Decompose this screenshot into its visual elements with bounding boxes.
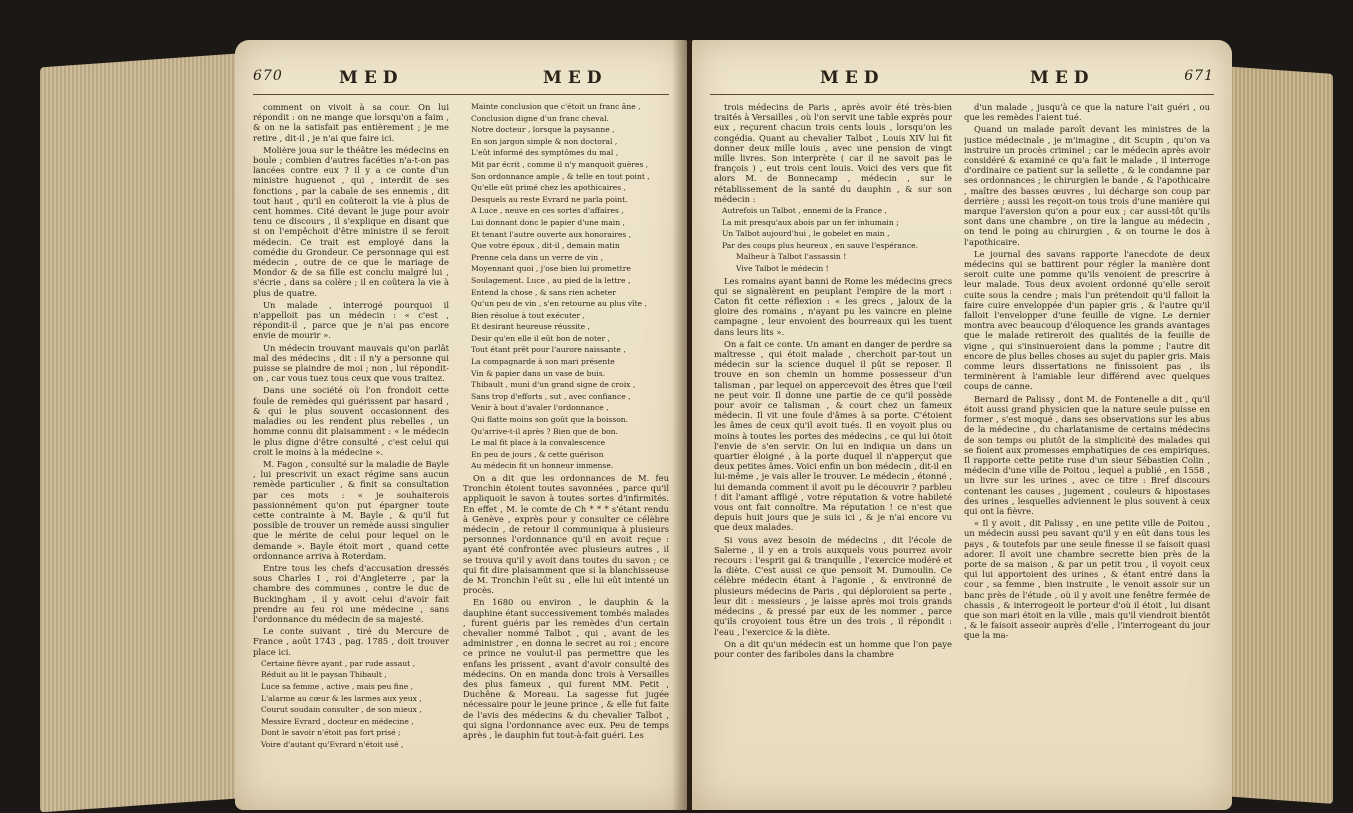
paragraph: En 1680 ou environ , le dauphin & la dauphine étant successivement tombés malades , furent guéris par les remèdes d'un certain chevalier nommé Talbot , qui , avant de les administrer , en donna le secret au roi ; encore ce prince ne voulut-il pas permettre que les enfans les prissent , avant d'avoir consulté des médecins. On en manda donc trois à Versailles des plus fameux , qui furent MM. Petit , Duchêne & Moreau. La sagesse fut jugée nécessaire pour le jeune prince , & elle fut faite de l'avis des médecins & du chevalier Talbot , qui signa l'ordonnance avec eux. Peu de temps après , le dauphin fut tout-à-fait guéri. Les	[463, 597, 669, 741]
verse-line: Réduit au lit le paysan Thibault ,	[261, 670, 387, 680]
paragraph: Entre tous les chefs d'accusation dressés sous Charles I , roi d'Angleterre , par la chambre des communes , contre le duc de Buckingham , il y avoit celui d'avoir fait prendre au feu roi une médecine , sans l'ordonnance du médecin de sa majesté.	[253, 562, 449, 624]
verse-line: Desquels au reste Evrard ne parla point.	[471, 194, 628, 204]
verse-line: Qui flatte moins son goût que la boisson.	[471, 415, 629, 425]
verse-line: Autrefois un Talbot , ennemi de la France ,	[722, 206, 887, 216]
verse-line: Prenne cela dans un verre de vin ,	[471, 252, 603, 262]
left-column-1	[253, 102, 449, 800]
verse-line: L'alarme au cœur & les larmes aux yeux ,	[261, 693, 422, 703]
left-header-rule	[253, 94, 669, 95]
right-column-1	[714, 102, 952, 800]
paragraph: Les romains ayant banni de Rome les médecins grecs qui se signalèrent en peuplant l'empire de la mort : Caton fit cette réflexion : « les grecs , jaloux de la gloire des romains , n'ayant pu les vaincre en pleine campagne , leur envoient des bourreaux qui les tuent dans leurs lits ».	[714, 275, 952, 337]
right-column-2	[964, 102, 1210, 800]
right-col1-title: MED	[820, 68, 885, 88]
verse-line: En son jargon simple & non doctoral ,	[471, 136, 618, 146]
paragraph: Quand un malade paroît devant les ministres de la justice médecinale , je m'imagine , dit Scupin , qu'on va instruire un procès criminel ; car le médecin après avoir considéré & examiné ce qu'a fait le malade , il interroge d'ordinaire ce patient sur la sellette , & le condamne par ses ordonnances ; le chirurgien le bande , & l'apothicaire , maître des basses œuvres , lui décharge son coup par derrière ; aussi les reçoit-on tous trois d'une manière qui marque l'aversion qu'on a pour eux ; car aussi-tôt qu'ils sont dans une chambre , on tire la langue au médecin , on tend le poing au chirurgien , & on tourne le dos à l'apothicaire.	[964, 124, 1210, 247]
verse-line: La compagnarde à son mari présente	[471, 357, 615, 367]
right-page	[692, 40, 1232, 810]
verse-line: Certaine fièvre ayant , par rude assaut ,	[261, 658, 415, 668]
verse-line: Vin & papier dans un vase de buis.	[471, 368, 606, 378]
left-col2-title: MED	[543, 68, 608, 88]
verse-line: A Luce , neuve en ces sortes d'affaires ,	[471, 206, 624, 216]
paragraph: Le conte suivant , tiré du Mercure de France , août 1743 , pag. 1785 , doit trouver place ici.	[253, 626, 449, 657]
verse-line: Son ordonnance ample , & telle en tout point ,	[471, 171, 650, 181]
paragraph: Un médecin trouvant mauvais qu'on parlât mal des médecins , dit : il n'y a personne qui puisse se plaindre de moi ; non , lui répondit-on , car vous tuez tous ceux que vous traitez.	[253, 342, 449, 384]
verse-line: Notre docteur , lorsque la paysanne ,	[471, 125, 615, 135]
verse-line: Qu'un peu de vin , s'en retourne au plus vîte ,	[471, 299, 647, 309]
verse-line: Le mal fit place à la convalescence	[471, 438, 606, 448]
left-column-2	[463, 102, 669, 800]
paragraph: Dans une société où l'on frondoit cette foule de remèdes qui guérissent par hasard , & qui le plus souvent occasionnent des maladies ou les rendent plus rebelles , un homme connu dit plaisamment : « le médecin le plus digne d'être consulté , c'est celui qui croit le moins à la médecine ».	[253, 385, 449, 457]
verse-line: Malheur à Talbot l'assassin !	[736, 252, 847, 262]
verse-line: Venir à bout d'avaler l'ordonnance ,	[471, 403, 609, 413]
verse-line: Sans trop d'efforts , sut , avec confiance ,	[471, 391, 631, 401]
verse-line: L'eût informé des symptômes du mal ,	[471, 148, 619, 158]
verse-line: Conclusion digne d'un franc cheval.	[471, 113, 609, 123]
verse-line: Desir qu'en elle il eût bon de noter ,	[471, 333, 610, 343]
verse-line: La mit presqu'aux abois par un fer inhumain ;	[722, 217, 899, 227]
verse-line: Un Talbot aujourd'hui , le gobelet en main ,	[722, 229, 890, 239]
left-col1-title: MED	[339, 68, 404, 88]
paragraph: On a dit que les ordonnances de M. feu Tronchin étoient toutes savonnées , parce qu'il appliquoit le savon à toutes sortes d'infirmités. En effet , M. le comte de Ch * * * s'étant rendu à Genève , exprès pour y consulter ce célèbre médecin , de retour il communiqua à plusieurs personnes l'ordonnance qu'il en avoit reçue : ayant été confrontée avec plusieurs autres , il se trouva qu'il y avoit dans toutes du savon ; ce qui fit dire plaisamment que si la blanchisseuse de M. Tronchin l'eût su , elle lui eût intenté un procès.	[463, 473, 669, 596]
verse-line: Voire d'autant qu'Evrard n'étoit usé ,	[261, 739, 404, 749]
right-page-stack	[1223, 66, 1333, 804]
verse-line: Moyennant quoi , j'ose bien lui promettre	[471, 264, 631, 274]
verse-line: Par des coups plus heureux , en sauve l'espérance.	[722, 240, 918, 250]
verse-line: Bien résolue à tout exécuter ,	[471, 310, 585, 320]
right-col2-title: MED	[1030, 68, 1095, 88]
paragraph: d'un malade , jusqu'à ce que la nature l'ait guéri , ou que les remèdes l'aient tué.	[964, 102, 1210, 123]
left-page-stack	[40, 53, 250, 813]
verse-line: Dont le savoir n'étoit pas fort prisé ;	[261, 728, 401, 738]
paragraph: Le journal des savans rapporte l'anecdote de deux médecins qui se battirent pour régler la manière dont seroit cuite une pomme qu'ils venoient de prescrire à leur malade. Tous deux avoient ordonné qu'elle seroit cuite sous la cendre ; mais l'un prétendoit qu'il falloit la faire cuire enveloppée d'un papier gris , & l'autre qu'il falloit l'envelopper d'une feuille de vigne. Le dernier montra avec beaucoup d'éloquence les grands avantages que le malade retireroit des qualités de la feuille de vigne , qui s'insinueroient dans la pomme ; l'autre dit encore de plus belles choses au sujet du papier gris. Mais comme leurs dissertations ne finissoient pas , ils terminèrent à l'amiable leur différend avec quelques coups de canne.	[964, 248, 1210, 392]
verse-line: En peu de jours , & cette guérison	[471, 449, 604, 459]
paragraph: Molière joua sur le théâtre les médecins en boule ; combien d'autres facéties n'a-t-on pas lancées contre eux ? il y a ce conte d'un ministre huguenot , qui , interdit de ses fonctions , par la cabale de ses ennemis , dit tout haut , qu'il en coûteroit la vie à plus de cent hommes. Cité devant le juge pour avoir tenu ce discours , il s'explique en disant que si on l'empêchoit d'être ministre il se feroit médecin. Ce trait est employé dans la comédie du Grondeur. Ce personnage qui est médecin , outre de ce que le mariage de Mondor & de sa fille est conclu malgré lui , s'écrie , dans sa colère ; il en coûtera la vie à plus de quatre.	[253, 144, 449, 298]
right-header-rule	[710, 94, 1214, 95]
verse-line: Entend la chose , & sans rien acheter	[471, 287, 616, 297]
verse-line: Lui donnant donc le papier d'une main ,	[471, 217, 625, 227]
verse-line: Thibault , muni d'un grand signe de croix ,	[471, 380, 636, 390]
verse-line: Et desirant heureuse réussite ,	[471, 322, 590, 332]
verse-line: Courut soudain consulter , de son mieux ,	[261, 705, 422, 715]
verse-line: Soulagement. Luce , au pied de la lettre ,	[471, 275, 631, 285]
paragraph: « Il y avoit , dit Palissy , en une petite ville de Poitou , un médecin aussi peu savant qu'il y en eût dans tous les pays , & toutefois par une seule finesse il se faisoit quasi adorer. Il avoit une chambre secrette bien près de la porte de sa maison , & par un petit trou , il voyoit ceux qui lui apportoient des urines , & étant entré dans la cour , sa femme , bien instruite , le venoit assoir sur un banc près de l'étude , où il y avoit une fenêtre fermée de chassis , & interrogeoit le porteur d'où il étoit , lui disant que son mari étoit en la ville , mais qu'il viendroit bientôt , & le faisoit asseoir auprès d'elle , l'interrogeant du jour que la ma-	[964, 518, 1210, 641]
verse-line: Qu'elle eût primé chez les apothicaires ,	[471, 183, 627, 193]
paragraph: trois médecins de Paris , après avoir été très-bien traités à Versailles , où l'on servit une table exprès pour eux , reçurent chacun trois cents louis , lorsqu'on les congédia. Quant au chevalier Talbot , Louis XIV lui fit donner deux mille louis , avec une pension de vingt mille livres. Son interprète ( car il ne savoit pas le françois ) , eut trois cent louis. Voici des vers que fit alors M. de Bonnecamp , médecin , sur le rétablissement de la santé du dauphin , & sur son médecin :	[714, 102, 952, 204]
paragraph: On a dit qu'un médecin est un homme que l'on paye pour conter des fariboles dans la chambre	[714, 638, 952, 659]
paragraph: M. Fagon , consulté sur la maladie de Bayle , lui prescrivit un exact régime sans aucun remède particulier , & finit sa consultation par ces mots : « je souhaiterois passionnément qu'on put épargner toute cette contrainte à M. Bayle , & qu'il fut possible de trouver un remède aussi singulier que le mérite de celui pour lequel on le demande ». Bayle étoit mort , quand cette ordonnance arriva à Roterdam.	[253, 458, 449, 561]
verse-line: Qu'arrive-t-il après ? Bien que de bon.	[471, 426, 618, 436]
verse-line: Vive Talbot le médecin !	[736, 264, 829, 273]
left-running-header	[253, 68, 669, 94]
verse-line: Luce sa femme , active , mais peu fine ,	[261, 681, 414, 691]
left-page-number: 670	[253, 68, 283, 84]
paragraph: Un malade , interrogé pourquoi il n'appelloit pas un médecin : « c'est , répondit-il , parce que je n'ai pas encore envie de mourir ».	[253, 299, 449, 341]
right-page-number: 671	[1184, 68, 1214, 84]
verse-line: Que votre époux , dit-il , demain matin	[471, 241, 620, 251]
paragraph: comment on vivoit à sa cour. On lui répondit : on ne mange que lorsqu'on a faim , & on ne la satisfait pas entièrement ; je me retire , dit-il , je n'ai que faire ici.	[253, 102, 449, 143]
paragraph: Bernard de Palissy , dont M. de Fontenelle a dit , qu'il étoit aussi grand physicien que la nature seule puisse en former , s'est moqué , dans ses observations sur les abus de la médecine , du charlatanisme de certains médecins de son temps ou plutôt de la simplicité des malades qui se fioient aux promesses emphatiques de ces empiriques. Il rapporte cette petite ruse d'un sieur Sébastien Colin , médecin d'une ville de Poitou , lequel a publié , en 1558 , un livre sur les urines , avec ce titre : Bref discours contenant les causes , jugement , couleurs & hipostases des urines , lesquelles adviennent le plus souvent à ceux qui ont la fièvre.	[964, 393, 1210, 516]
paragraph: Si vous avez besoin de médecins , dit l'école de Salerne , il y en a trois auxquels vous pourrez avoir recours : l'esprit gai & tranquille , l'exercice modéré et la diète. C'est aussi ce que pensoit M. Dumoulin. Ce célèbre médecin étant à l'agonie , & environné de plusieurs médecins de Paris , qui déploroient sa perte , leur dit : messieurs , je laisse après moi trois grands médecins , & pressé par eux de les nommer , parce qu'ils croyoient tous être un des trois , il répondit : l'eau , l'exercice & la diète.	[714, 534, 952, 637]
verse-line: Mit par écrit , comme il n'y manquoit guères ,	[471, 159, 649, 169]
paragraph: On a fait ce conte. Un amant en danger de perdre sa maîtresse , qui étoit malade , cherchoit par-tout un médecin sur la science duquel il pût se reposer. Il trouve en son chemin un homme possesseur d'un talisman , par lequel on appercevoit des êtres que l'œil ne peut voir. Il donne une partie de ce qu'il possède pour avoir ce talisman , & court chez un fameux médecin. Il vit une foule d'âmes à sa porte. C'étoient les âmes de ceux qu'il avoit tués. Il en voyoit plus ou moins à toutes les portes des médecins , ce qui lui ôtoit l'envie de s'en servir. On lui en indiqua un dans un quartier éloigné , à la porte duquel il n'apperçut que deux petites âmes. Voici enfin un bon médecin , dit-il en lui-même , je vais aller le trouver. Le médecin , étonné , lui demanda comment il avoit pu le découvrir ? parbleu ! dit l'amant affligé , votre réputation & votre habileté vous ont fait connoître. Ma réputation ! ce n'est que depuis huit jours que je suis ici , & je n'ai encore vu que deux malades.	[714, 338, 952, 533]
verse-line: Mainte conclusion que c'étoit un franc âne ,	[471, 102, 641, 111]
verse-line: Tout étant prêt pour l'aurore naissante ,	[471, 345, 626, 355]
verse-line: Et tenant l'autre ouverte aux honoraires ,	[471, 229, 632, 239]
verse-line: Au médecin fit un honneur immense.	[471, 461, 614, 471]
right-running-header	[710, 68, 1214, 94]
left-page	[235, 40, 687, 810]
verse-line: Messire Evrard , docteur en médecine ,	[261, 716, 414, 726]
